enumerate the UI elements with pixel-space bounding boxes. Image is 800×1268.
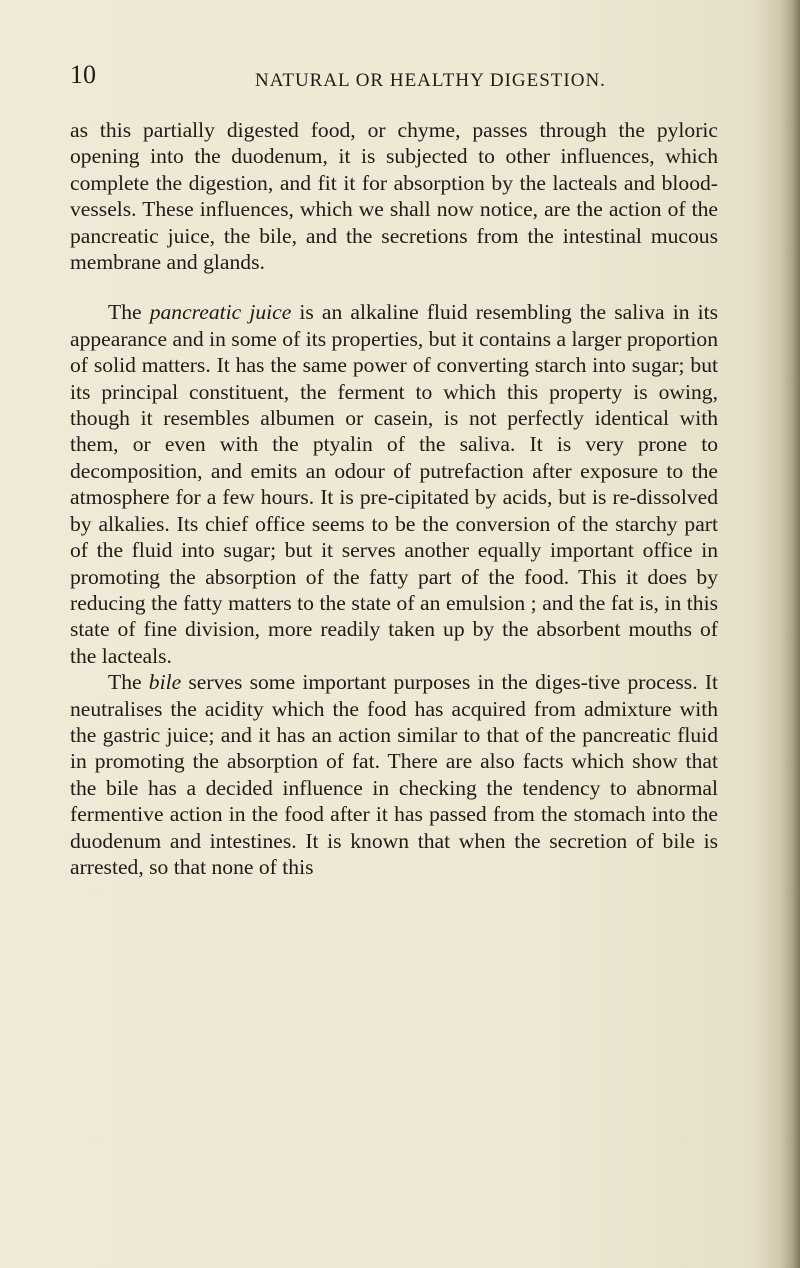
paragraph-2-text: is an alkaline fluid resembling the saliva in its appearance and in some of its properties, but it contains a larger proportion of solid matters. It has the same power of converting starch into sugar; but its principal constituent, the ferment to which this property is owing, though it resembles albumen or casein, is not perfectly identical with them, or even with the ptyalin of the saliva. It is very prone to decomposition, and emits an odour of putrefaction after exposure to the atmosphere for a few hours. It is pre-cipitated by acids, but is re-dissolved by alkalies. Its chief office seems to be the conversion of the starchy part of the fluid into sugar; but it serves another equally important office in promoting the absorption of the fatty part of the food. This it does by reducing the fatty matters to the state of an emulsion ; and the fat is, in this state of fine division, more readily taken up by the absorbent mouths of the lacteals. — [70, 300, 719, 668]
paragraph-3-lead: The — [108, 670, 142, 695]
page-header — [0, 60, 800, 100]
paragraph-3-text: serves some important purposes in the diges-tive process. It neutralises the acidity which the food has acquired from admixture with the gastric juice; and it has an action similar to that of the pancreatic fluid in promoting the absorption of fat. There are also facts which show that the bile has a decided influence in checking the tendency to abnormal fermentive action in the food after it has passed from the stomach into the duodenum and intestines. It is known that when the secretion of bile is arrested, so that none of this — [70, 670, 719, 879]
paragraph-3 — [70, 669, 718, 880]
term-bile: bile — [148, 670, 182, 695]
running-head: NATURAL OR HEALTHY DIGESTION. — [255, 70, 606, 91]
page-number: 10 — [70, 60, 96, 89]
paragraph-2 — [70, 299, 718, 669]
paragraph-2-lead: The — [108, 300, 142, 325]
term-pancreatic-juice: pancreatic juice — [149, 300, 292, 325]
paragraph-1: as this partially digested food, or chyme, passes through the pyloric opening into the duodenum, it is subjected to other influences, which complete the digestion, and fit it for absorption by the lacteals and blood-vessels. These influences, which we shall now notice, are the action of the pancreatic juice, the bile, and the secretions from the intestinal mucous membrane and glands. — [70, 118, 718, 275]
body-text — [70, 117, 718, 880]
binding-shadow — [780, 0, 800, 1268]
